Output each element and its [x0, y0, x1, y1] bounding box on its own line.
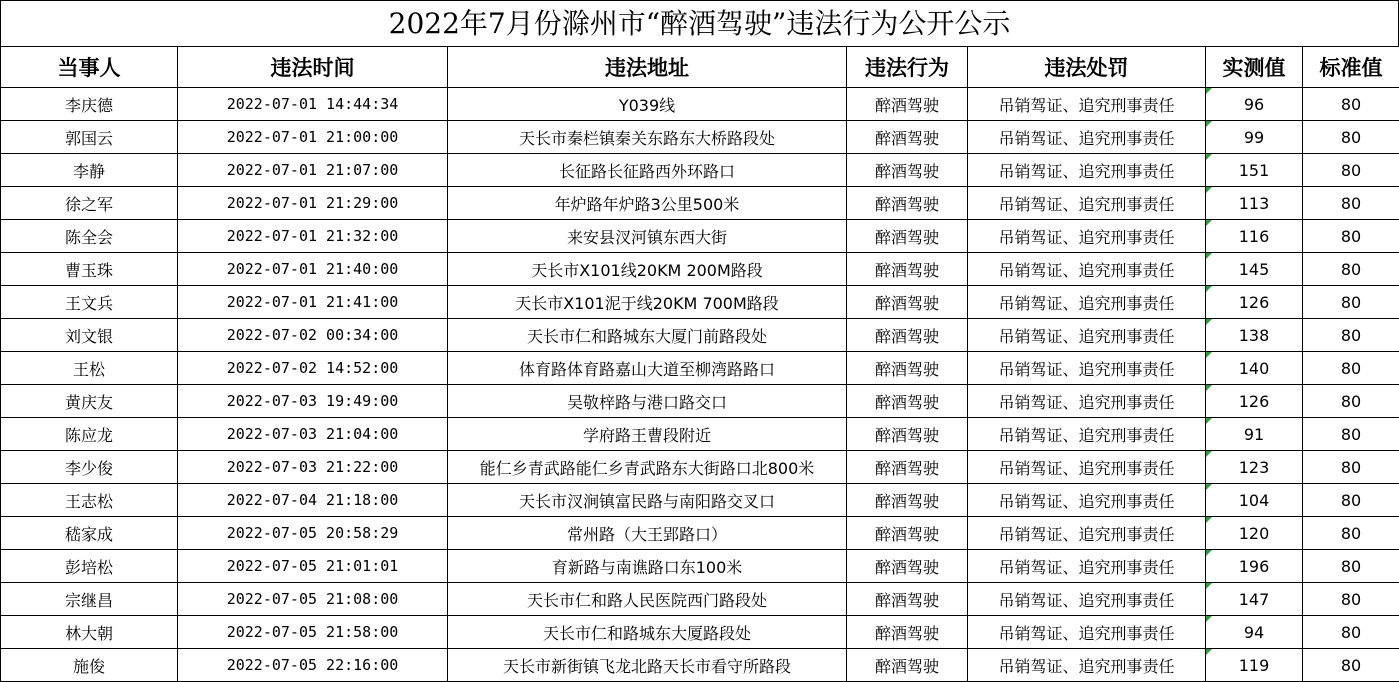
table-row [1, 451, 1399, 484]
cell-address[interactable]: 天长市汊涧镇富民路与南阳路交叉口 [448, 484, 847, 517]
table-row [1, 220, 1399, 253]
cell-standard[interactable]: 80 [1303, 253, 1399, 286]
cell-penalty[interactable]: 吊销驾证、追究刑事责任 [968, 319, 1206, 352]
cell-party[interactable]: 黄庆友 [1, 385, 178, 418]
cell-address[interactable]: 天长市仁和路人民医院西门路段处 [448, 583, 847, 616]
cell-address[interactable]: 天长市新街镇飞龙北路天长市看守所路段 [448, 649, 847, 682]
cell-party[interactable]: 王志松 [1, 484, 178, 517]
cell-standard[interactable]: 80 [1303, 286, 1399, 319]
cell-measured[interactable]: 119 [1206, 649, 1303, 682]
cell-party[interactable]: 郭国云 [1, 121, 178, 154]
cell-standard[interactable]: 80 [1303, 220, 1399, 253]
cell-behavior[interactable]: 醉酒驾驶 [847, 88, 968, 121]
cell-time[interactable]: 2022-07-05 21:01:01 [178, 550, 448, 583]
cell-address[interactable]: 天长市仁和路城东大厦路段处 [448, 616, 847, 649]
cell-standard[interactable]: 80 [1303, 451, 1399, 484]
cell-standard[interactable]: 80 [1303, 352, 1399, 385]
cell-standard[interactable]: 80 [1303, 517, 1399, 550]
cell-time[interactable]: 2022-07-02 00:34:00 [178, 319, 448, 352]
cell-time[interactable]: 2022-07-03 21:04:00 [178, 418, 448, 451]
cell-address[interactable]: 天长市仁和路城东大厦门前路段处 [448, 319, 847, 352]
cell-party[interactable]: 王松 [1, 352, 178, 385]
cell-behavior[interactable]: 醉酒驾驶 [847, 583, 968, 616]
table-row [1, 319, 1399, 352]
cell-party[interactable]: 曹玉珠 [1, 253, 178, 286]
cell-address[interactable]: 学府路王曹段附近 [448, 418, 847, 451]
cell-standard[interactable]: 80 [1303, 154, 1399, 187]
cell-behavior[interactable]: 醉酒驾驶 [847, 154, 968, 187]
cell-penalty[interactable]: 吊销驾证、追究刑事责任 [968, 253, 1206, 286]
cell-measured[interactable]: 116 [1206, 220, 1303, 253]
cell-measured[interactable]: 96 [1206, 88, 1303, 121]
cell-measured[interactable]: 91 [1206, 418, 1303, 451]
header-party[interactable]: 当事人 [1, 47, 178, 88]
violations-table [0, 46, 1399, 682]
cell-time[interactable]: 2022-07-04 21:18:00 [178, 484, 448, 517]
cell-penalty[interactable]: 吊销驾证、追究刑事责任 [968, 352, 1206, 385]
table-row [1, 649, 1399, 682]
cell-time[interactable]: 2022-07-01 14:44:34 [178, 88, 448, 121]
table-row [1, 253, 1399, 286]
cell-behavior[interactable]: 醉酒驾驶 [847, 517, 968, 550]
cell-time[interactable]: 2022-07-05 22:16:00 [178, 649, 448, 682]
table-row [1, 286, 1399, 319]
table-body [1, 88, 1399, 682]
cell-penalty[interactable]: 吊销驾证、追究刑事责任 [968, 451, 1206, 484]
cell-party[interactable]: 施俊 [1, 649, 178, 682]
cell-time[interactable]: 2022-07-05 20:58:29 [178, 517, 448, 550]
cell-standard[interactable]: 80 [1303, 385, 1399, 418]
table-row [1, 517, 1399, 550]
cell-penalty[interactable]: 吊销驾证、追究刑事责任 [968, 616, 1206, 649]
cell-behavior[interactable]: 醉酒驾驶 [847, 187, 968, 220]
cell-time[interactable]: 2022-07-05 21:08:00 [178, 583, 448, 616]
header-standard[interactable]: 标准值 [1303, 47, 1399, 88]
cell-measured[interactable]: 126 [1206, 385, 1303, 418]
cell-time[interactable]: 2022-07-01 21:29:00 [178, 187, 448, 220]
cell-time[interactable]: 2022-07-01 21:40:00 [178, 253, 448, 286]
cell-party[interactable]: 李庆德 [1, 88, 178, 121]
cell-penalty[interactable]: 吊销驾证、追究刑事责任 [968, 484, 1206, 517]
cell-measured[interactable]: 99 [1206, 121, 1303, 154]
cell-standard[interactable]: 80 [1303, 187, 1399, 220]
table-row [1, 88, 1399, 121]
cell-party[interactable]: 彭培松 [1, 550, 178, 583]
cell-behavior[interactable]: 醉酒驾驶 [847, 385, 968, 418]
cell-party[interactable]: 徐之军 [1, 187, 178, 220]
cell-address[interactable]: 体育路体育路嘉山大道至柳湾路路口 [448, 352, 847, 385]
cell-time[interactable]: 2022-07-01 21:32:00 [178, 220, 448, 253]
table-row [1, 616, 1399, 649]
cell-behavior[interactable]: 醉酒驾驶 [847, 484, 968, 517]
cell-measured[interactable]: 104 [1206, 484, 1303, 517]
cell-penalty[interactable]: 吊销驾证、追究刑事责任 [968, 517, 1206, 550]
cell-penalty[interactable]: 吊销驾证、追究刑事责任 [968, 550, 1206, 583]
cell-penalty[interactable]: 吊销驾证、追究刑事责任 [968, 286, 1206, 319]
header-behavior[interactable]: 违法行为 [847, 47, 968, 88]
cell-measured[interactable]: 94 [1206, 616, 1303, 649]
cell-address[interactable]: 天长市X101泥于线20KM 700M路段 [448, 286, 847, 319]
table-row [1, 418, 1399, 451]
cell-measured[interactable]: 140 [1206, 352, 1303, 385]
cell-measured[interactable]: 196 [1206, 550, 1303, 583]
cell-party[interactable]: 陈应龙 [1, 418, 178, 451]
cell-standard[interactable]: 80 [1303, 616, 1399, 649]
cell-penalty[interactable]: 吊销驾证、追究刑事责任 [968, 154, 1206, 187]
cell-measured[interactable]: 120 [1206, 517, 1303, 550]
cell-party[interactable]: 刘文银 [1, 319, 178, 352]
cell-standard[interactable]: 80 [1303, 88, 1399, 121]
cell-time[interactable]: 2022-07-02 14:52:00 [178, 352, 448, 385]
cell-party[interactable]: 陈全会 [1, 220, 178, 253]
cell-time[interactable]: 2022-07-05 21:58:00 [178, 616, 448, 649]
cell-party[interactable]: 王文兵 [1, 286, 178, 319]
cell-time[interactable]: 2022-07-03 19:49:00 [178, 385, 448, 418]
cell-measured[interactable]: 145 [1206, 253, 1303, 286]
cell-measured[interactable]: 123 [1206, 451, 1303, 484]
table-row [1, 550, 1399, 583]
cell-behavior[interactable]: 醉酒驾驶 [847, 451, 968, 484]
cell-behavior[interactable]: 醉酒驾驶 [847, 220, 968, 253]
cell-standard[interactable]: 80 [1303, 121, 1399, 154]
cell-behavior[interactable]: 醉酒驾驶 [847, 319, 968, 352]
cell-measured[interactable]: 126 [1206, 286, 1303, 319]
cell-penalty[interactable]: 吊销驾证、追究刑事责任 [968, 121, 1206, 154]
cell-measured[interactable]: 151 [1206, 154, 1303, 187]
cell-standard[interactable]: 80 [1303, 319, 1399, 352]
cell-address[interactable]: 长征路长征路西外环路口 [448, 154, 847, 187]
cell-measured[interactable]: 113 [1206, 187, 1303, 220]
cell-penalty[interactable]: 吊销驾证、追究刑事责任 [968, 385, 1206, 418]
cell-behavior[interactable]: 醉酒驾驶 [847, 550, 968, 583]
cell-address[interactable]: 天长市秦栏镇秦关东路东大桥路段处 [448, 121, 847, 154]
header-penalty[interactable]: 违法处罚 [968, 47, 1206, 88]
cell-standard[interactable]: 80 [1303, 649, 1399, 682]
cell-time[interactable]: 2022-07-01 21:07:00 [178, 154, 448, 187]
cell-behavior[interactable]: 醉酒驾驶 [847, 616, 968, 649]
cell-penalty[interactable]: 吊销驾证、追究刑事责任 [968, 649, 1206, 682]
cell-standard[interactable]: 80 [1303, 418, 1399, 451]
cell-behavior[interactable]: 醉酒驾驶 [847, 253, 968, 286]
cell-time[interactable]: 2022-07-01 21:41:00 [178, 286, 448, 319]
cell-standard[interactable]: 80 [1303, 484, 1399, 517]
cell-standard[interactable]: 80 [1303, 550, 1399, 583]
cell-party[interactable]: 嵇家成 [1, 517, 178, 550]
cell-behavior[interactable]: 醉酒驾驶 [847, 352, 968, 385]
cell-measured[interactable]: 147 [1206, 583, 1303, 616]
table-row [1, 154, 1399, 187]
table-row [1, 583, 1399, 616]
header-address[interactable]: 违法地址 [448, 47, 847, 88]
table-row [1, 187, 1399, 220]
cell-address[interactable]: 能仁乡青武路能仁乡青武路东大街路口北800米 [448, 451, 847, 484]
cell-address[interactable]: 天长市X101线20KM 200M路段 [448, 253, 847, 286]
page-title: 2022年7月份滁州市“醉酒驾驶”违法行为公开公示 [0, 0, 1399, 46]
cell-time[interactable]: 2022-07-01 21:00:00 [178, 121, 448, 154]
cell-behavior[interactable]: 醉酒驾驶 [847, 286, 968, 319]
table-row [1, 121, 1399, 154]
cell-address[interactable]: Y039线 [448, 88, 847, 121]
cell-penalty[interactable]: 吊销驾证、追究刑事责任 [968, 220, 1206, 253]
cell-behavior[interactable]: 醉酒驾驶 [847, 649, 968, 682]
header-measured[interactable]: 实测值 [1206, 47, 1303, 88]
cell-penalty[interactable]: 吊销驾证、追究刑事责任 [968, 88, 1206, 121]
cell-measured[interactable]: 138 [1206, 319, 1303, 352]
cell-address[interactable]: 育新路与南谯路口东100米 [448, 550, 847, 583]
table-row [1, 484, 1399, 517]
cell-time[interactable]: 2022-07-03 21:22:00 [178, 451, 448, 484]
cell-party[interactable]: 李少俊 [1, 451, 178, 484]
cell-party[interactable]: 林大朝 [1, 616, 178, 649]
cell-address[interactable]: 来安县汊河镇东西大街 [448, 220, 847, 253]
table-row [1, 352, 1399, 385]
cell-address[interactable]: 吴敬梓路与港口路交口 [448, 385, 847, 418]
table-row [1, 385, 1399, 418]
cell-behavior[interactable]: 醉酒驾驶 [847, 418, 968, 451]
cell-standard[interactable]: 80 [1303, 583, 1399, 616]
cell-penalty[interactable]: 吊销驾证、追究刑事责任 [968, 418, 1206, 451]
cell-behavior[interactable]: 醉酒驾驶 [847, 121, 968, 154]
header-time[interactable]: 违法时间 [178, 47, 448, 88]
cell-address[interactable]: 年炉路年炉路3公里500米 [448, 187, 847, 220]
cell-address[interactable]: 常州路（大王郢路口） [448, 517, 847, 550]
cell-party[interactable]: 宗继昌 [1, 583, 178, 616]
cell-penalty[interactable]: 吊销驾证、追究刑事责任 [968, 187, 1206, 220]
cell-party[interactable]: 李静 [1, 154, 178, 187]
header-row [1, 47, 1399, 88]
cell-penalty[interactable]: 吊销驾证、追究刑事责任 [968, 583, 1206, 616]
